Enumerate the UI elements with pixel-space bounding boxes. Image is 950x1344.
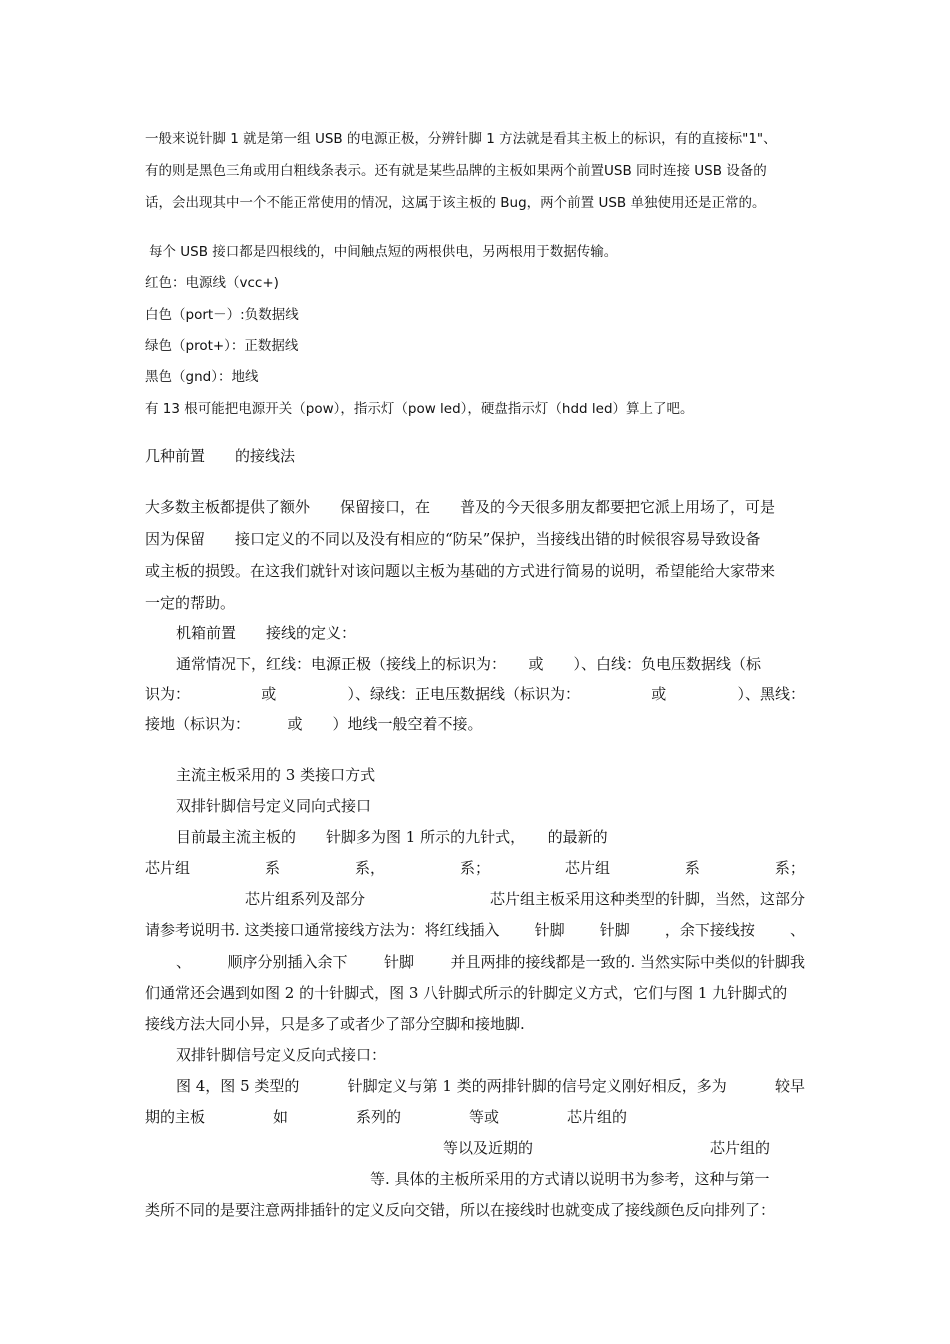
text-segment: 或 — [651, 685, 667, 703]
text-line: 目前最主流主板的 针脚多为图 1 所示的九针式， 的最新的 — [176, 828, 608, 846]
text-row — [176, 1076, 805, 1096]
text-segment: ）、绿线：正电压数据线（标识为： — [347, 685, 580, 703]
text-line: 大多数主板都提供了额外 保留接口，在 普及的今天很多朋友都要把它派上用场了，可是 — [145, 498, 776, 516]
text-line: 接地（标识为： 或 ）地线一般空着不接。 — [145, 715, 483, 733]
sub-heading: 双排针脚信号定义同向式接口 — [176, 797, 372, 815]
text-line: 话，会出现其中一个不能正常使用的情况，这属于该主板的 Bug，两个前置 USB 单独使用还是正常的。 — [145, 195, 766, 211]
text-segment: 、 — [789, 921, 805, 939]
text-row — [145, 858, 805, 878]
text-segment: 芯片组系列及部分 — [245, 890, 366, 908]
text-segment: 针脚定义与第 1 类的两排针脚的信号定义刚好相反，多为 — [347, 1077, 727, 1095]
text-line: 们通常还会遇到如图 2 的十针脚式，图 3 八针脚式所示的针脚定义方式，它们与图 1 九针脚式的 — [145, 984, 788, 1002]
text-segment: 芯片组的 — [709, 1139, 770, 1157]
text-segment: 系； — [459, 859, 490, 877]
text-segment: 识为： — [145, 685, 191, 703]
text-line: 每个 USB 接口都是四根线的，中间触点短的两根供电，另两根用于数据传输。 — [149, 244, 618, 260]
text-segment: 芯片组 — [145, 859, 191, 877]
text-row — [245, 889, 805, 909]
text-line: 机箱前置 接线的定义： — [176, 624, 357, 642]
text-segment: 芯片组的 — [567, 1108, 628, 1126]
text-row — [145, 920, 805, 940]
text-segment: 针脚 — [599, 921, 630, 939]
text-line: 有的则是黑色三角或用白粗线条表示。还有就是某些品牌的主板如果两个前置USB 同时连接 USB 设备的 — [145, 163, 767, 179]
text-segment: 较早 — [774, 1077, 805, 1095]
text-segment: 图 4，图 5 类型的 — [176, 1077, 300, 1095]
sub-heading: 主流主板采用的 3 类接口方式 — [176, 766, 376, 784]
text-line: 红色：电源线（vcc+) — [145, 275, 279, 291]
text-segment: 等或 — [469, 1108, 500, 1126]
text-line: 一般来说针脚 1 就是第一组 USB 的电源正极，分辨针脚 1 方法就是看其主板上的标识，有的直接标"1"、 — [145, 131, 777, 147]
text-segment: ）、黑线： — [737, 685, 805, 703]
text-segment: 或 — [261, 685, 277, 703]
text-line: 白色（port－）:负数据线 — [145, 307, 299, 323]
text-line: 通常情况下，红线：电源正极（接线上的标识为： 或 ）、白线：负电压数据线（标 — [176, 655, 762, 673]
text-segment: 并且两排的接线都是一致的. 当然实际中类似的针脚我 — [450, 953, 805, 971]
text-line: 有 13 根可能把电源开关（pow），指示灯（pow led），硬盘指示灯（hdd led）算上了吧。 — [145, 401, 694, 417]
text-row — [145, 1107, 695, 1127]
text-row — [176, 952, 805, 972]
text-segment: 等以及近期的 — [443, 1139, 534, 1157]
text-segment: 、 — [176, 953, 192, 971]
text-line: 或主板的损毁。在这我们就针对该问题以主板为基础的方式进行简易的说明，希望能给大家带来 — [145, 562, 776, 580]
text-segment: 系 — [684, 859, 700, 877]
text-row — [145, 684, 805, 704]
text-line: 因为保留 接口定义的不同以及没有相应的“防呆”保护，当接线出错的时候很容易导致设备 — [145, 530, 761, 548]
text-segment: 芯片组主板采用这种类型的针脚，当然，这部分 — [489, 890, 805, 908]
text-line: 等. 具体的主板所采用的方式请以说明书为参考，这种与第一 — [370, 1170, 770, 1188]
text-segment: 针脚 — [383, 953, 414, 971]
sub-heading: 双排针脚信号定义反向式接口： — [176, 1046, 387, 1064]
text-segment: 系 — [264, 859, 280, 877]
text-line: 类所不同的是要注意两排插针的定义反向交错，所以在接线时也就变成了接线颜色反向排列了： — [145, 1201, 776, 1219]
text-segment: 系， — [354, 859, 385, 877]
text-segment: 针脚 — [534, 921, 565, 939]
text-line: 黑色（gnd）：地线 — [145, 369, 259, 385]
text-segment: 顺序分别插入余下 — [227, 953, 348, 971]
text-segment: ，余下接线按 — [664, 921, 755, 939]
text-line: 绿色（prot+）：正数据线 — [145, 338, 299, 354]
text-line: 一定的帮助。 — [145, 594, 236, 612]
text-row — [443, 1138, 770, 1158]
text-segment: 芯片组 — [564, 859, 610, 877]
text-segment: 系； — [774, 859, 805, 877]
text-segment: 如 — [273, 1108, 289, 1126]
text-line: 接线方法大同小异，只是多了或者少了部分空脚和接地脚. — [145, 1015, 525, 1033]
section-heading: 几种前置 的接线法 — [145, 447, 296, 465]
text-segment: 系列的 — [356, 1108, 402, 1126]
text-segment: 请参考说明书. 这类接口通常接线方法为：将红线插入 — [145, 921, 500, 939]
text-segment: 期的主板 — [145, 1108, 206, 1126]
